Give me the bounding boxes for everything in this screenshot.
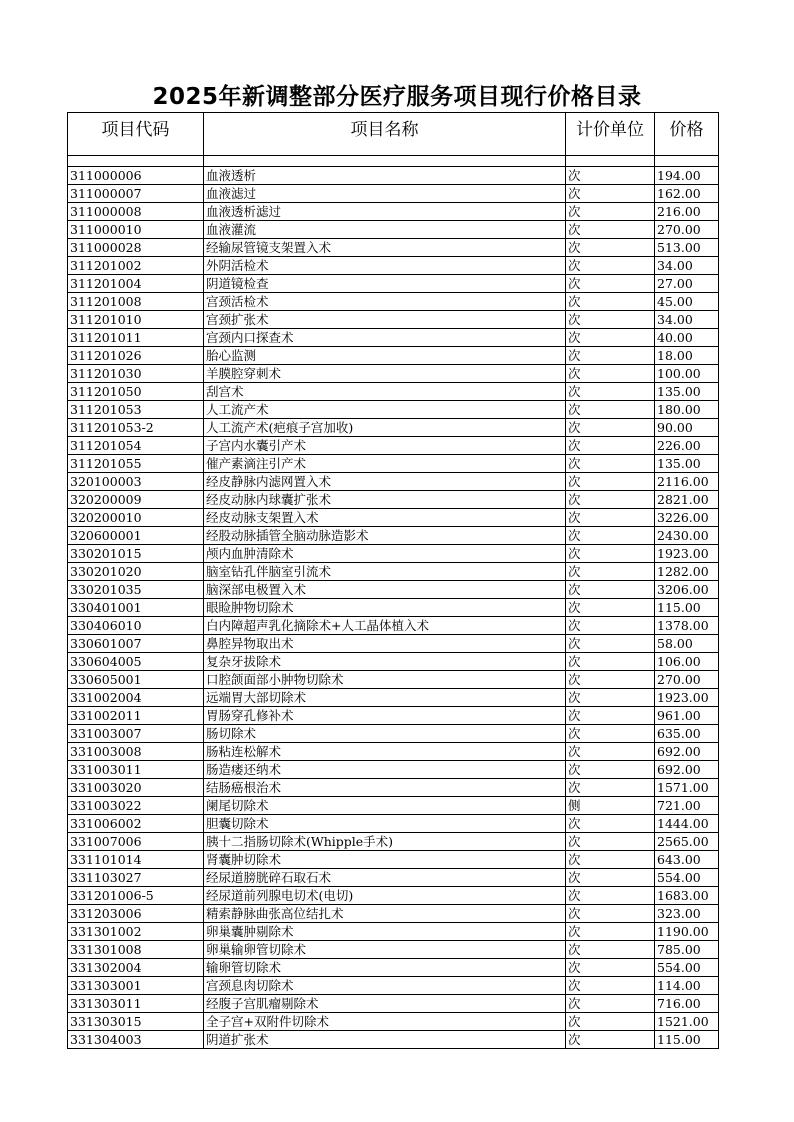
- cell-price: 3206.00: [655, 581, 719, 599]
- cell-name: 经皮动脉支架置入术: [204, 509, 566, 527]
- table-row: [68, 383, 719, 401]
- cell-unit: 次: [566, 671, 655, 689]
- cell-price: 114.00: [655, 977, 719, 995]
- cell-name: 经尿道膀胱碎石取石术: [204, 869, 566, 887]
- cell-code: 311201050: [68, 383, 204, 401]
- cell-price: 58.00: [655, 635, 719, 653]
- cell-price: 692.00: [655, 761, 719, 779]
- table-row: [68, 617, 719, 635]
- table-row: [68, 491, 719, 509]
- cell-price: 226.00: [655, 437, 719, 455]
- cell-unit: 次: [566, 1013, 655, 1031]
- cell-code: 311201004: [68, 275, 204, 293]
- cell-name: 羊膜腔穿刺术: [204, 365, 566, 383]
- cell-name: 宫颈内口探查术: [204, 329, 566, 347]
- cell-unit: 次: [566, 689, 655, 707]
- table-row: [68, 275, 719, 293]
- cell-name: 远端胃大部切除术: [204, 689, 566, 707]
- cell-name: 血液透析: [204, 167, 566, 185]
- table-row: [68, 815, 719, 833]
- cell-unit: 次: [566, 581, 655, 599]
- cell-code: 330201035: [68, 581, 204, 599]
- cell-price: 2821.00: [655, 491, 719, 509]
- cell-code: 331302004: [68, 959, 204, 977]
- cell-code: 311201053: [68, 401, 204, 419]
- cell-code: 330601007: [68, 635, 204, 653]
- cell-code: 331002004: [68, 689, 204, 707]
- table-row: [68, 851, 719, 869]
- cell-name: 阴道扩张术: [204, 1031, 566, 1049]
- cell-price: 643.00: [655, 851, 719, 869]
- cell-code: 320200009: [68, 491, 204, 509]
- cell-code: 311000006: [68, 167, 204, 185]
- table-row: [68, 167, 719, 185]
- table-row: [68, 653, 719, 671]
- cell-unit: 次: [566, 599, 655, 617]
- cell-code: 311201054: [68, 437, 204, 455]
- cell-unit: 次: [566, 869, 655, 887]
- cell-name: 外阴活检术: [204, 257, 566, 275]
- table-row: [68, 761, 719, 779]
- cell-price: 45.00: [655, 293, 719, 311]
- cell-name: 血液灌流: [204, 221, 566, 239]
- cell-code: 331301002: [68, 923, 204, 941]
- cell-price: 1923.00: [655, 545, 719, 563]
- price-table: [67, 112, 719, 1049]
- cell-code: 311201055: [68, 455, 204, 473]
- table-row: [68, 743, 719, 761]
- cell-code: 331303011: [68, 995, 204, 1013]
- cell-unit: 次: [566, 833, 655, 851]
- cell-name: 胎心监测: [204, 347, 566, 365]
- cell-unit: 次: [566, 743, 655, 761]
- table-row: [68, 797, 719, 815]
- cell-code: 311201026: [68, 347, 204, 365]
- table-row: [68, 509, 719, 527]
- cell-unit: 次: [566, 275, 655, 293]
- cell-unit: 次: [566, 1031, 655, 1049]
- cell-unit: 次: [566, 455, 655, 473]
- cell-name: 鼻腔异物取出术: [204, 635, 566, 653]
- cell-name: 子宫内水囊引产术: [204, 437, 566, 455]
- cell-code: 320100003: [68, 473, 204, 491]
- cell-unit: 次: [566, 545, 655, 563]
- table-row: [68, 203, 719, 221]
- cell-price: 216.00: [655, 203, 719, 221]
- cell-unit: 次: [566, 563, 655, 581]
- cell-code: 331101014: [68, 851, 204, 869]
- table-row: [68, 869, 719, 887]
- cell-price: 323.00: [655, 905, 719, 923]
- cell-price: 34.00: [655, 311, 719, 329]
- cell-price: 27.00: [655, 275, 719, 293]
- cell-price: 1923.00: [655, 689, 719, 707]
- cell-unit: 次: [566, 509, 655, 527]
- cell-code: 330201015: [68, 545, 204, 563]
- cell-name: 宫颈息肉切除术: [204, 977, 566, 995]
- table-row: [68, 995, 719, 1013]
- table-body: [68, 156, 719, 1049]
- cell-price: 2430.00: [655, 527, 719, 545]
- table-row: [68, 977, 719, 995]
- cell-name: 人工流产术: [204, 401, 566, 419]
- cell-name: 血液滤过: [204, 185, 566, 203]
- spacer-cell: [204, 156, 566, 167]
- cell-unit: 次: [566, 437, 655, 455]
- table-row: [68, 419, 719, 437]
- cell-unit: 次: [566, 401, 655, 419]
- cell-name: 经皮静脉内滤网置入术: [204, 473, 566, 491]
- cell-code: 311201008: [68, 293, 204, 311]
- table-row: [68, 941, 719, 959]
- cell-price: 135.00: [655, 455, 719, 473]
- cell-name: 经股动脉插管全脑动脉造影术: [204, 527, 566, 545]
- table-row: [68, 707, 719, 725]
- cell-name: 经输尿管镜支架置入术: [204, 239, 566, 257]
- cell-unit: 次: [566, 617, 655, 635]
- cell-code: 331303015: [68, 1013, 204, 1031]
- table-row: [68, 923, 719, 941]
- cell-price: 1282.00: [655, 563, 719, 581]
- cell-unit: 次: [566, 167, 655, 185]
- header-code: 项目代码: [68, 113, 204, 156]
- table-row: [68, 671, 719, 689]
- cell-code: 331103027: [68, 869, 204, 887]
- cell-name: 全子宫+双附件切除术: [204, 1013, 566, 1031]
- spacer-cell: [655, 156, 719, 167]
- cell-code: 311201030: [68, 365, 204, 383]
- cell-code: 331301008: [68, 941, 204, 959]
- table-row: [68, 329, 719, 347]
- table-row: [68, 1013, 719, 1031]
- cell-unit: 次: [566, 293, 655, 311]
- table-spacer-row: [68, 156, 719, 167]
- cell-code: 331003011: [68, 761, 204, 779]
- cell-price: 1378.00: [655, 617, 719, 635]
- header-name: 项目名称: [204, 113, 566, 156]
- cell-code: 311201053-2: [68, 419, 204, 437]
- cell-name: 肾囊肿切除术: [204, 851, 566, 869]
- table-row: [68, 365, 719, 383]
- table-row: [68, 563, 719, 581]
- table-row: [68, 347, 719, 365]
- cell-unit: 次: [566, 905, 655, 923]
- cell-unit: 次: [566, 311, 655, 329]
- cell-code: 331003008: [68, 743, 204, 761]
- cell-name: 胆囊切除术: [204, 815, 566, 833]
- cell-unit: 次: [566, 239, 655, 257]
- cell-unit: 次: [566, 779, 655, 797]
- table-row: [68, 221, 719, 239]
- cell-price: 692.00: [655, 743, 719, 761]
- cell-price: 554.00: [655, 869, 719, 887]
- cell-price: 115.00: [655, 1031, 719, 1049]
- cell-price: 180.00: [655, 401, 719, 419]
- cell-price: 1683.00: [655, 887, 719, 905]
- cell-name: 卵巢输卵管切除术: [204, 941, 566, 959]
- table-row: [68, 293, 719, 311]
- cell-name: 肠造瘘还纳术: [204, 761, 566, 779]
- cell-code: 311000028: [68, 239, 204, 257]
- cell-name: 白内障超声乳化摘除术+人工晶体植入术: [204, 617, 566, 635]
- cell-code: 331007006: [68, 833, 204, 851]
- table-row: [68, 779, 719, 797]
- cell-price: 554.00: [655, 959, 719, 977]
- cell-unit: 侧: [566, 797, 655, 815]
- cell-unit: 次: [566, 941, 655, 959]
- table-row: [68, 311, 719, 329]
- cell-price: 1190.00: [655, 923, 719, 941]
- cell-price: 1521.00: [655, 1013, 719, 1031]
- table-row: [68, 581, 719, 599]
- table-row: [68, 959, 719, 977]
- cell-price: 716.00: [655, 995, 719, 1013]
- cell-unit: 次: [566, 329, 655, 347]
- cell-unit: 次: [566, 527, 655, 545]
- cell-code: 331203006: [68, 905, 204, 923]
- cell-name: 脑深部电极置入术: [204, 581, 566, 599]
- cell-price: 1571.00: [655, 779, 719, 797]
- cell-price: 3226.00: [655, 509, 719, 527]
- spacer-cell: [566, 156, 655, 167]
- cell-code: 320200010: [68, 509, 204, 527]
- cell-code: 311201002: [68, 257, 204, 275]
- cell-name: 脑室钻孔伴脑室引流术: [204, 563, 566, 581]
- cell-unit: 次: [566, 725, 655, 743]
- cell-name: 精索静脉曲张高位结扎术: [204, 905, 566, 923]
- table-row: [68, 473, 719, 491]
- cell-price: 115.00: [655, 599, 719, 617]
- cell-name: 刮宫术: [204, 383, 566, 401]
- cell-unit: 次: [566, 851, 655, 869]
- table-row: [68, 725, 719, 743]
- cell-name: 催产素滴注引产术: [204, 455, 566, 473]
- cell-unit: 次: [566, 653, 655, 671]
- cell-code: 331201006-5: [68, 887, 204, 905]
- cell-name: 肠切除术: [204, 725, 566, 743]
- cell-price: 635.00: [655, 725, 719, 743]
- cell-name: 结肠癌根治术: [204, 779, 566, 797]
- cell-name: 阑尾切除术: [204, 797, 566, 815]
- cell-code: 311000007: [68, 185, 204, 203]
- cell-name: 复杂牙拔除术: [204, 653, 566, 671]
- table-row: [68, 599, 719, 617]
- cell-code: 311201010: [68, 311, 204, 329]
- table-row: [68, 635, 719, 653]
- cell-unit: 次: [566, 995, 655, 1013]
- cell-code: 331303001: [68, 977, 204, 995]
- cell-price: 90.00: [655, 419, 719, 437]
- table-row: [68, 239, 719, 257]
- cell-name: 胰十二指肠切除术(Whipple手术): [204, 833, 566, 851]
- cell-unit: 次: [566, 473, 655, 491]
- cell-unit: 次: [566, 419, 655, 437]
- cell-price: 1444.00: [655, 815, 719, 833]
- cell-name: 经尿道前列腺电切术(电切): [204, 887, 566, 905]
- cell-name: 卵巢囊肿剔除术: [204, 923, 566, 941]
- cell-price: 135.00: [655, 383, 719, 401]
- header-price: 价格: [655, 113, 719, 156]
- cell-code: 331304003: [68, 1031, 204, 1049]
- cell-name: 人工流产术(疤痕子宫加收): [204, 419, 566, 437]
- cell-price: 34.00: [655, 257, 719, 275]
- cell-unit: 次: [566, 923, 655, 941]
- cell-unit: 次: [566, 635, 655, 653]
- cell-price: 721.00: [655, 797, 719, 815]
- cell-name: 经皮动脉内球囊扩张术: [204, 491, 566, 509]
- cell-unit: 次: [566, 185, 655, 203]
- cell-price: 40.00: [655, 329, 719, 347]
- cell-price: 18.00: [655, 347, 719, 365]
- cell-unit: 次: [566, 707, 655, 725]
- cell-price: 961.00: [655, 707, 719, 725]
- cell-code: 311201011: [68, 329, 204, 347]
- table-row: [68, 437, 719, 455]
- cell-name: 血液透析滤过: [204, 203, 566, 221]
- table-row: [68, 833, 719, 851]
- cell-price: 513.00: [655, 239, 719, 257]
- cell-unit: 次: [566, 491, 655, 509]
- cell-name: 宫颈扩张术: [204, 311, 566, 329]
- cell-code: 311000008: [68, 203, 204, 221]
- cell-unit: 次: [566, 815, 655, 833]
- cell-unit: 次: [566, 887, 655, 905]
- cell-code: 331003007: [68, 725, 204, 743]
- cell-price: 270.00: [655, 221, 719, 239]
- cell-name: 颅内血肿清除术: [204, 545, 566, 563]
- cell-code: 311000010: [68, 221, 204, 239]
- cell-name: 阴道镜检查: [204, 275, 566, 293]
- cell-price: 2565.00: [655, 833, 719, 851]
- cell-name: 胃肠穿孔修补术: [204, 707, 566, 725]
- cell-price: 2116.00: [655, 473, 719, 491]
- cell-price: 785.00: [655, 941, 719, 959]
- table-header-row: [68, 113, 719, 156]
- cell-code: 320600001: [68, 527, 204, 545]
- table-row: [68, 257, 719, 275]
- cell-unit: 次: [566, 761, 655, 779]
- cell-name: 输卵管切除术: [204, 959, 566, 977]
- table-row: [68, 905, 719, 923]
- cell-name: 经腹子宫肌瘤剔除术: [204, 995, 566, 1013]
- table-row: [68, 689, 719, 707]
- cell-price: 270.00: [655, 671, 719, 689]
- table-row: [68, 887, 719, 905]
- table-row: [68, 455, 719, 473]
- table-row: [68, 185, 719, 203]
- cell-price: 194.00: [655, 167, 719, 185]
- document-title: 2025年新调整部分医疗服务项目现行价格目录: [152, 84, 642, 110]
- cell-unit: 次: [566, 959, 655, 977]
- table-row: [68, 1031, 719, 1049]
- cell-code: 331006002: [68, 815, 204, 833]
- cell-name: 口腔颌面部小肿物切除术: [204, 671, 566, 689]
- cell-name: 肠粘连松解术: [204, 743, 566, 761]
- cell-code: 331003022: [68, 797, 204, 815]
- cell-code: 331002011: [68, 707, 204, 725]
- cell-price: 162.00: [655, 185, 719, 203]
- header-unit: 计价单位: [566, 113, 655, 156]
- cell-unit: 次: [566, 221, 655, 239]
- cell-code: 330201020: [68, 563, 204, 581]
- table-row: [68, 527, 719, 545]
- cell-code: 330401001: [68, 599, 204, 617]
- cell-price: 106.00: [655, 653, 719, 671]
- cell-name: 宫颈活检术: [204, 293, 566, 311]
- cell-code: 330406010: [68, 617, 204, 635]
- cell-code: 331003020: [68, 779, 204, 797]
- cell-unit: 次: [566, 203, 655, 221]
- cell-unit: 次: [566, 347, 655, 365]
- cell-code: 330605001: [68, 671, 204, 689]
- table-row: [68, 545, 719, 563]
- cell-price: 100.00: [655, 365, 719, 383]
- cell-unit: 次: [566, 977, 655, 995]
- spacer-cell: [68, 156, 204, 167]
- cell-unit: 次: [566, 257, 655, 275]
- cell-name: 眼睑肿物切除术: [204, 599, 566, 617]
- cell-unit: 次: [566, 383, 655, 401]
- cell-code: 330604005: [68, 653, 204, 671]
- table-row: [68, 401, 719, 419]
- cell-unit: 次: [566, 365, 655, 383]
